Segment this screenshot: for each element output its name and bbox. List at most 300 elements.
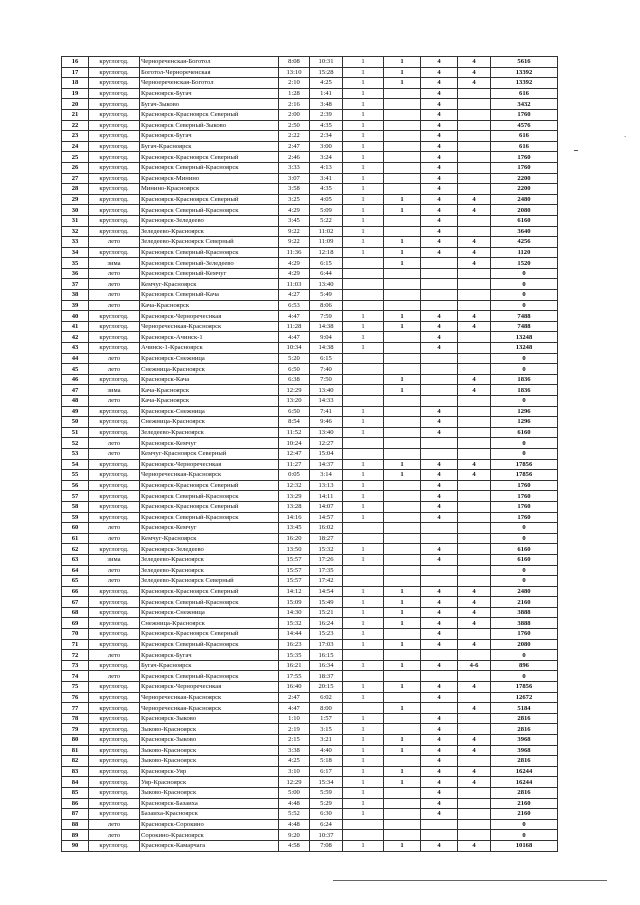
- season-cell: круглогод.: [89, 798, 140, 809]
- season-cell: лето: [89, 533, 140, 544]
- route-cell: Зыково-Красноярск: [140, 756, 279, 767]
- season-cell: круглогод.: [89, 194, 140, 205]
- arrival-time-cell: 3:00: [310, 141, 343, 152]
- count-a-cell: 4: [421, 713, 458, 724]
- departure-time-cell: 2:47: [279, 141, 310, 152]
- arrival-time-cell: 3:14: [310, 470, 343, 481]
- departure-time-cell: 5:52: [279, 809, 310, 820]
- arrival-time-cell: 11:09: [310, 237, 343, 248]
- amount-cell: 3968: [491, 745, 558, 756]
- count-a-cell: [421, 671, 458, 682]
- count-a-cell: [421, 268, 458, 279]
- cars-b-cell: 1: [384, 682, 421, 693]
- row-number-cell: 88: [62, 819, 89, 830]
- route-cell: Красноярск-Снежница: [140, 607, 279, 618]
- departure-time-cell: 13:29: [279, 491, 310, 502]
- amount-cell: 5184: [491, 703, 558, 714]
- count-a-cell: [421, 385, 458, 396]
- season-cell: круглогод.: [89, 417, 140, 428]
- season-cell: круглогод.: [89, 99, 140, 110]
- count-a-cell: 4: [421, 78, 458, 89]
- route-cell: Чернореченская-Боготол: [140, 57, 279, 68]
- table-row: [62, 830, 558, 841]
- route-cell: Красноярск-Черноречеснкая: [140, 682, 279, 693]
- season-cell: зима: [89, 554, 140, 565]
- amount-cell: 616: [491, 141, 558, 152]
- cars-a-cell: [343, 533, 384, 544]
- route-cell: Боготол-Чернореченская: [140, 67, 279, 78]
- departure-time-cell: 2:22: [279, 131, 310, 142]
- route-cell: Уяр-Красноярск: [140, 777, 279, 788]
- departure-time-cell: 3:25: [279, 194, 310, 205]
- schedule-table-body: [62, 57, 558, 852]
- cars-a-cell: [343, 279, 384, 290]
- route-cell: Красноярск-Базаиха: [140, 798, 279, 809]
- route-cell: Зыково-Красноярск: [140, 745, 279, 756]
- count-b-cell: [458, 565, 491, 576]
- cars-a-cell: 1: [343, 162, 384, 173]
- departure-time-cell: 2:16: [279, 99, 310, 110]
- amount-cell: 0: [491, 523, 558, 534]
- cars-b-cell: [384, 650, 421, 661]
- route-cell: Минино-Красноярск: [140, 184, 279, 195]
- route-cell: Красноярск-Бугач: [140, 131, 279, 142]
- count-a-cell: [421, 279, 458, 290]
- cars-a-cell: 1: [343, 692, 384, 703]
- amount-cell: 16244: [491, 766, 558, 777]
- cars-b-cell: [384, 692, 421, 703]
- route-cell: Зыково-Красноярск: [140, 787, 279, 798]
- row-number-cell: 69: [62, 618, 89, 629]
- route-cell: Кача-Красноярск: [140, 385, 279, 396]
- row-number-cell: 77: [62, 703, 89, 714]
- row-number-cell: 36: [62, 268, 89, 279]
- arrival-time-cell: 5:59: [310, 787, 343, 798]
- departure-time-cell: 15:09: [279, 597, 310, 608]
- table-row: [62, 385, 558, 396]
- amount-cell: 0: [491, 448, 558, 459]
- arrival-time-cell: 17:35: [310, 565, 343, 576]
- route-cell: Сорокино-Красноярск: [140, 830, 279, 841]
- count-a-cell: 4: [421, 766, 458, 777]
- season-cell: круглогод.: [89, 735, 140, 746]
- arrival-time-cell: 14:07: [310, 501, 343, 512]
- count-a-cell: 4: [421, 459, 458, 470]
- amount-cell: 1120: [491, 247, 558, 258]
- arrival-time-cell: 3:41: [310, 173, 343, 184]
- arrival-time-cell: 6:17: [310, 766, 343, 777]
- arrival-time-cell: 8:06: [310, 300, 343, 311]
- season-cell: круглогод.: [89, 713, 140, 724]
- table-row: [62, 650, 558, 661]
- amount-cell: 16244: [491, 777, 558, 788]
- cars-a-cell: 1: [343, 120, 384, 131]
- row-number-cell: 81: [62, 745, 89, 756]
- route-cell: Кемчуг-Красноярск: [140, 533, 279, 544]
- count-b-cell: [458, 406, 491, 417]
- amount-cell: 0: [491, 565, 558, 576]
- route-cell: Снежница-Красноярск: [140, 417, 279, 428]
- count-a-cell: 4: [421, 787, 458, 798]
- arrival-time-cell: 1:57: [310, 713, 343, 724]
- count-b-cell: 4: [458, 385, 491, 396]
- count-a-cell: [421, 374, 458, 385]
- count-a-cell: [421, 364, 458, 375]
- row-number-cell: 64: [62, 565, 89, 576]
- amount-cell: 0: [491, 268, 558, 279]
- route-cell: Красноярск Северный-Зеледеево: [140, 258, 279, 269]
- count-b-cell: [458, 798, 491, 809]
- season-cell: лето: [89, 290, 140, 301]
- season-cell: лето: [89, 237, 140, 248]
- arrival-time-cell: 16:34: [310, 660, 343, 671]
- count-a-cell: 4: [421, 491, 458, 502]
- route-cell: Красноярск-Кемчуг: [140, 523, 279, 534]
- route-cell: Зеледеево-Красноярск: [140, 427, 279, 438]
- season-cell: круглогод.: [89, 470, 140, 481]
- table-row: [62, 840, 558, 851]
- table-row: [62, 396, 558, 407]
- count-a-cell: 4: [421, 173, 458, 184]
- table-row: [62, 735, 558, 746]
- row-number-cell: 46: [62, 374, 89, 385]
- cars-a-cell: 1: [343, 109, 384, 120]
- cars-a-cell: 1: [343, 226, 384, 237]
- row-number-cell: 90: [62, 840, 89, 851]
- count-a-cell: [421, 650, 458, 661]
- row-number-cell: 55: [62, 470, 89, 481]
- count-a-cell: 4: [421, 321, 458, 332]
- route-cell: Черноречеснкая-Красноярск: [140, 321, 279, 332]
- count-a-cell: [421, 438, 458, 449]
- row-number-cell: 19: [62, 88, 89, 99]
- route-cell: Красноярск-Красноярск Северный: [140, 109, 279, 120]
- cars-a-cell: 1: [343, 756, 384, 767]
- count-b-cell: [458, 724, 491, 735]
- count-a-cell: 4: [421, 470, 458, 481]
- season-cell: круглогод.: [89, 247, 140, 258]
- departure-time-cell: 11:03: [279, 279, 310, 290]
- row-number-cell: 34: [62, 247, 89, 258]
- row-number-cell: 53: [62, 448, 89, 459]
- cars-b-cell: 1: [384, 586, 421, 597]
- row-number-cell: 38: [62, 290, 89, 301]
- amount-cell: 1760: [491, 512, 558, 523]
- table-row: [62, 290, 558, 301]
- row-number-cell: 66: [62, 586, 89, 597]
- departure-time-cell: 4:48: [279, 819, 310, 830]
- season-cell: лето: [89, 364, 140, 375]
- count-b-cell: [458, 427, 491, 438]
- count-b-cell: [458, 343, 491, 354]
- season-cell: круглогод.: [89, 141, 140, 152]
- cars-b-cell: [384, 99, 421, 110]
- count-b-cell: 4-6: [458, 660, 491, 671]
- cars-a-cell: 1: [343, 840, 384, 851]
- cars-a-cell: 1: [343, 194, 384, 205]
- route-cell: Красноярск Северный-Красноярск: [140, 639, 279, 650]
- amount-cell: 13248: [491, 332, 558, 343]
- season-cell: круглогод.: [89, 406, 140, 417]
- amount-cell: 0: [491, 671, 558, 682]
- route-cell: Кача-Красноярск: [140, 300, 279, 311]
- arrival-time-cell: 17:42: [310, 576, 343, 587]
- count-a-cell: [421, 523, 458, 534]
- route-cell: Красноярск-Бугач: [140, 88, 279, 99]
- table-row: [62, 448, 558, 459]
- departure-time-cell: 9:22: [279, 226, 310, 237]
- arrival-time-cell: 18:37: [310, 671, 343, 682]
- season-cell: лето: [89, 650, 140, 661]
- count-b-cell: [458, 88, 491, 99]
- departure-time-cell: 11:52: [279, 427, 310, 438]
- season-cell: круглогод.: [89, 480, 140, 491]
- amount-cell: 0: [491, 533, 558, 544]
- cars-a-cell: 1: [343, 459, 384, 470]
- arrival-time-cell: 6:30: [310, 809, 343, 820]
- amount-cell: 616: [491, 131, 558, 142]
- departure-time-cell: 2:00: [279, 109, 310, 120]
- season-cell: круглогод.: [89, 215, 140, 226]
- count-b-cell: [458, 99, 491, 110]
- table-row: [62, 374, 558, 385]
- arrival-time-cell: 15:28: [310, 67, 343, 78]
- count-a-cell: 4: [421, 745, 458, 756]
- cars-b-cell: 1: [384, 777, 421, 788]
- count-b-cell: [458, 830, 491, 841]
- route-cell: Красноярск-Красноярск Северный: [140, 501, 279, 512]
- amount-cell: 2816: [491, 724, 558, 735]
- departure-time-cell: 12:47: [279, 448, 310, 459]
- count-a-cell: 4: [421, 618, 458, 629]
- count-a-cell: 4: [421, 184, 458, 195]
- row-number-cell: 67: [62, 597, 89, 608]
- amount-cell: 12672: [491, 692, 558, 703]
- row-number-cell: 71: [62, 639, 89, 650]
- departure-time-cell: 16:20: [279, 533, 310, 544]
- arrival-time-cell: 3:24: [310, 152, 343, 163]
- departure-time-cell: 12:32: [279, 480, 310, 491]
- departure-time-cell: 4:47: [279, 311, 310, 322]
- table-row: [62, 682, 558, 693]
- departure-time-cell: 3:10: [279, 766, 310, 777]
- arrival-time-cell: 14:57: [310, 512, 343, 523]
- table-row: [62, 618, 558, 629]
- count-a-cell: 4: [421, 554, 458, 565]
- row-number-cell: 52: [62, 438, 89, 449]
- cars-a-cell: 1: [343, 766, 384, 777]
- cars-b-cell: 1: [384, 766, 421, 777]
- row-number-cell: 30: [62, 205, 89, 216]
- row-number-cell: 84: [62, 777, 89, 788]
- season-cell: круглогод.: [89, 660, 140, 671]
- departure-time-cell: 13:50: [279, 544, 310, 555]
- arrival-time-cell: 15:04: [310, 448, 343, 459]
- amount-cell: 0: [491, 819, 558, 830]
- amount-cell: 2480: [491, 586, 558, 597]
- amount-cell: 17856: [491, 470, 558, 481]
- train-schedule-table: [61, 56, 558, 852]
- season-cell: круглогод.: [89, 512, 140, 523]
- row-number-cell: 26: [62, 162, 89, 173]
- count-a-cell: 4: [421, 194, 458, 205]
- arrival-time-cell: 11:02: [310, 226, 343, 237]
- season-cell: круглогод.: [89, 607, 140, 618]
- table-row: [62, 300, 558, 311]
- count-b-cell: [458, 131, 491, 142]
- count-a-cell: [421, 448, 458, 459]
- departure-time-cell: 2:10: [279, 78, 310, 89]
- amount-cell: 0: [491, 576, 558, 587]
- count-b-cell: [458, 332, 491, 343]
- amount-cell: 2080: [491, 639, 558, 650]
- row-number-cell: 68: [62, 607, 89, 618]
- count-a-cell: 4: [421, 840, 458, 851]
- table-row: [62, 268, 558, 279]
- table-row: [62, 332, 558, 343]
- table-row: [62, 353, 558, 364]
- arrival-time-cell: 20:15: [310, 682, 343, 693]
- departure-time-cell: 6:38: [279, 374, 310, 385]
- row-number-cell: 54: [62, 459, 89, 470]
- count-b-cell: [458, 809, 491, 820]
- season-cell: круглогод.: [89, 459, 140, 470]
- row-number-cell: 61: [62, 533, 89, 544]
- table-row: [62, 766, 558, 777]
- season-cell: круглогод.: [89, 321, 140, 332]
- route-cell: Красноярск-Зеледеево: [140, 215, 279, 226]
- table-row: [62, 533, 558, 544]
- count-b-cell: 4: [458, 586, 491, 597]
- route-cell: Кемчуг-Красноярск Северный: [140, 448, 279, 459]
- count-a-cell: 4: [421, 597, 458, 608]
- row-number-cell: 39: [62, 300, 89, 311]
- count-b-cell: [458, 226, 491, 237]
- amount-cell: 3640: [491, 226, 558, 237]
- cars-b-cell: [384, 576, 421, 587]
- cars-a-cell: [343, 650, 384, 661]
- row-number-cell: 17: [62, 67, 89, 78]
- arrival-time-cell: 15:23: [310, 629, 343, 640]
- count-a-cell: 4: [421, 67, 458, 78]
- route-cell: Ачинск-1-Красноярск: [140, 343, 279, 354]
- departure-time-cell: 4:47: [279, 332, 310, 343]
- table-row: [62, 809, 558, 820]
- table-row: [62, 438, 558, 449]
- count-a-cell: 4: [421, 501, 458, 512]
- cars-b-cell: [384, 300, 421, 311]
- route-cell: Красноярск-Черноречеснкая: [140, 311, 279, 322]
- departure-time-cell: 4:25: [279, 756, 310, 767]
- amount-cell: 1836: [491, 374, 558, 385]
- count-a-cell: [421, 396, 458, 407]
- arrival-time-cell: 12:27: [310, 438, 343, 449]
- departure-time-cell: 6:53: [279, 300, 310, 311]
- amount-cell: 2160: [491, 597, 558, 608]
- departure-time-cell: 3:38: [279, 745, 310, 756]
- arrival-time-cell: 5:22: [310, 215, 343, 226]
- arrival-time-cell: 7:41: [310, 406, 343, 417]
- row-number-cell: 62: [62, 544, 89, 555]
- count-a-cell: 4: [421, 109, 458, 120]
- route-cell: Зеледеево-Красноярск: [140, 554, 279, 565]
- row-number-cell: 35: [62, 258, 89, 269]
- cars-b-cell: [384, 480, 421, 491]
- count-a-cell: 4: [421, 512, 458, 523]
- amount-cell: 3968: [491, 735, 558, 746]
- departure-time-cell: 11:27: [279, 459, 310, 470]
- cars-b-cell: [384, 141, 421, 152]
- route-cell: Красноярск Северный-Красноярск: [140, 205, 279, 216]
- count-b-cell: 4: [458, 607, 491, 618]
- route-cell: Красноярск-Ачинск-1: [140, 332, 279, 343]
- season-cell: круглогод.: [89, 184, 140, 195]
- cars-b-cell: [384, 152, 421, 163]
- season-cell: круглогод.: [89, 332, 140, 343]
- amount-cell: 1836: [491, 385, 558, 396]
- cars-a-cell: [343, 396, 384, 407]
- route-cell: Красноярск Северный-Кемчуг: [140, 268, 279, 279]
- table-row: [62, 819, 558, 830]
- count-a-cell: 4: [421, 735, 458, 746]
- cars-b-cell: 1: [384, 57, 421, 68]
- cars-a-cell: [343, 290, 384, 301]
- route-cell: Красноярск Северный-Красноярск: [140, 247, 279, 258]
- season-cell: круглогод.: [89, 67, 140, 78]
- arrival-time-cell: 9:04: [310, 332, 343, 343]
- count-a-cell: 4: [421, 332, 458, 343]
- count-b-cell: 4: [458, 703, 491, 714]
- amount-cell: 13392: [491, 78, 558, 89]
- count-b-cell: [458, 448, 491, 459]
- departure-time-cell: 10:24: [279, 438, 310, 449]
- arrival-time-cell: 15:49: [310, 597, 343, 608]
- cars-b-cell: 1: [384, 607, 421, 618]
- row-number-cell: 87: [62, 809, 89, 820]
- table-row: [62, 78, 558, 89]
- cars-b-cell: [384, 512, 421, 523]
- amount-cell: 0: [491, 396, 558, 407]
- amount-cell: 1296: [491, 406, 558, 417]
- cars-a-cell: [343, 565, 384, 576]
- season-cell: круглогод.: [89, 491, 140, 502]
- amount-cell: 3888: [491, 607, 558, 618]
- cars-b-cell: [384, 629, 421, 640]
- table-row: [62, 120, 558, 131]
- cars-b-cell: 1: [384, 374, 421, 385]
- cars-a-cell: [343, 438, 384, 449]
- cars-b-cell: 1: [384, 660, 421, 671]
- count-b-cell: [458, 215, 491, 226]
- route-cell: Красноярск-Минино: [140, 173, 279, 184]
- cars-b-cell: [384, 565, 421, 576]
- route-cell: Красноярск Северный-Красноярск: [140, 512, 279, 523]
- season-cell: круглогод.: [89, 766, 140, 777]
- table-row: [62, 311, 558, 322]
- amount-cell: 896: [491, 660, 558, 671]
- arrival-time-cell: 4:35: [310, 120, 343, 131]
- table-row: [62, 237, 558, 248]
- arrival-time-cell: 4:35: [310, 184, 343, 195]
- count-a-cell: 4: [421, 417, 458, 428]
- table-row: [62, 745, 558, 756]
- count-b-cell: 4: [458, 766, 491, 777]
- amount-cell: 5616: [491, 57, 558, 68]
- season-cell: круглогод.: [89, 374, 140, 385]
- count-a-cell: 4: [421, 682, 458, 693]
- row-number-cell: 50: [62, 417, 89, 428]
- count-a-cell: 4: [421, 586, 458, 597]
